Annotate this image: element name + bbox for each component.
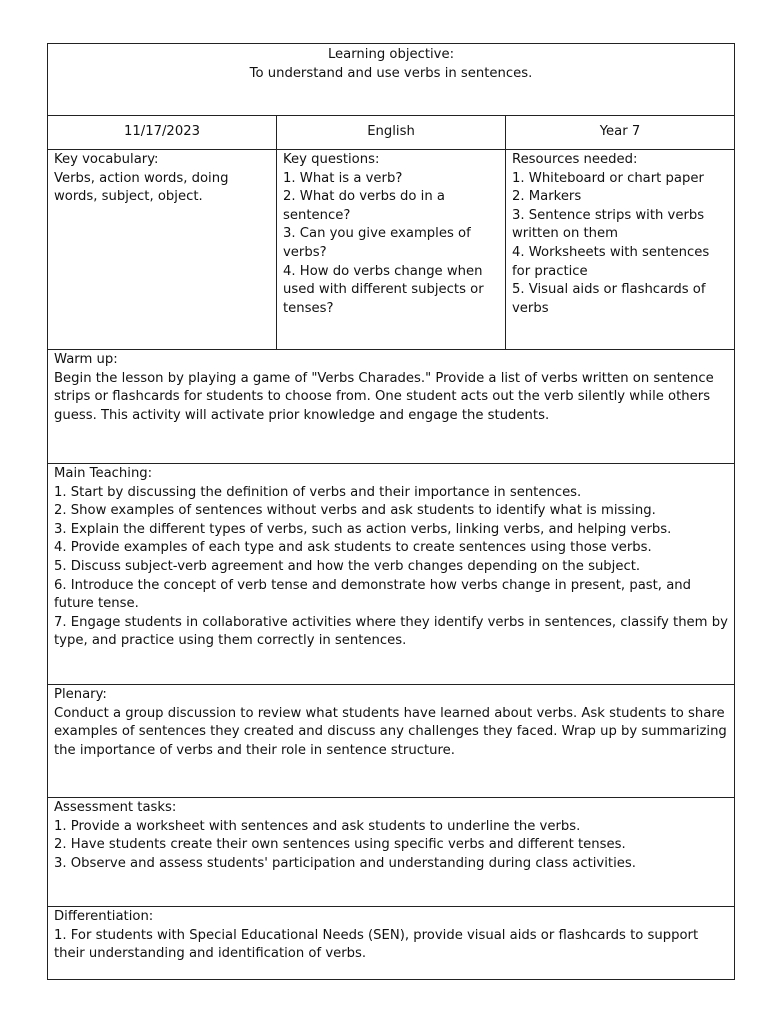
key-vocabulary-heading: Key vocabulary: (54, 152, 159, 167)
main-teaching-heading: Main Teaching: (54, 466, 153, 481)
assessment-tasks-heading: Assessment tasks: (54, 800, 177, 815)
main-teaching-item: 4. Provide examples of each type and ask students to create sentences using those verbs. (54, 540, 652, 556)
assessment-tasks-cell (48, 798, 734, 907)
differentiation-item: 1. For students with Special Educational Needs (SEN), provide visual aids or flashcards to support their understanding and identification of verbs. (54, 927, 699, 962)
differentiation-cell (48, 907, 734, 979)
learning-objective-heading: Learning objective: (327, 47, 455, 62)
learning-objective-cell (48, 44, 734, 116)
key-vocabulary-text: Verbs, action words, doing words, subject, object. (54, 170, 229, 205)
key-vocabulary-cell (48, 150, 277, 349)
resource-item: 3. Sentence strips with verbs written on them (512, 207, 705, 242)
main-teaching-item: 1. Start by discussing the definition of verbs and their importance in sentences. (54, 484, 582, 500)
lesson-date: 11/17/2023 (48, 116, 277, 149)
resource-item: 5. Visual aids or flashcards of verbs (512, 282, 706, 316)
resource-item: 2. Markers (512, 189, 582, 205)
assessment-task-item: 1. Provide a worksheet with sentences and ask students to underline the verbs. (54, 818, 581, 834)
resources-heading: Resources needed: (512, 152, 638, 167)
plenary-heading: Plenary: (54, 687, 107, 702)
main-teaching-list (54, 484, 728, 651)
lesson-plan-table (47, 43, 735, 980)
main-teaching-item: 2. Show examples of sentences without verbs and ask students to identify what is missing. (54, 503, 656, 519)
main-teaching-item: 7. Engage students in collaborative activities where they identify verbs in sentences, classify them by type, and practice using them correctly in sentences. (54, 614, 728, 649)
main-teaching-item: 6. Introduce the concept of verb tense and demonstrate how verbs change in present, past, and future tense. (54, 577, 692, 612)
plenary-cell (48, 685, 734, 798)
warm-up-heading: Warm up: (54, 352, 118, 367)
resources-cell (506, 150, 734, 349)
key-question-item: 3. Can you give examples of verbs? (283, 226, 471, 260)
resources-list (512, 170, 728, 319)
main-teaching-item: 3. Explain the different types of verbs, such as action verbs, linking verbs, and helping verbs. (54, 521, 672, 537)
warm-up-cell (48, 350, 734, 464)
resource-item: 1. Whiteboard or chart paper (512, 170, 704, 186)
differentiation-list (54, 927, 728, 964)
differentiation-heading: Differentiation: (54, 909, 154, 924)
main-teaching-item: 5. Discuss subject-verb agreement and how the verb changes depending on the subject. (54, 558, 641, 574)
main-teaching-cell (48, 464, 734, 685)
assessment-tasks-list (54, 818, 728, 874)
key-question-item: 4. How do verbs change when used with different subjects or tenses? (283, 263, 484, 316)
assessment-task-item: 2. Have students create their own sentences using specific verbs and different tenses. (54, 837, 626, 853)
key-questions-cell (277, 150, 506, 349)
resource-item: 4. Worksheets with sentences for practice (512, 244, 710, 279)
warm-up-text: Begin the lesson by playing a game of "Verbs Charades." Provide a list of verbs written on sentence strips or flashcards for students to choose from. One student acts out the verb silently while others guess. This activity will activate prior knowledge and engage the students. (54, 370, 714, 423)
key-question-item: 1. What is a verb? (283, 170, 403, 186)
lesson-subject: English (277, 116, 506, 149)
key-questions-heading: Key questions: (283, 152, 380, 167)
plenary-text: Conduct a group discussion to review what students have learned about verbs. Ask students to share examples of sentences they created and discuss any challenges they faced. Wrap up by summarizing the importance of verbs and their role in sentence structure. (54, 705, 727, 758)
lesson-year-group: Year 7 (599, 124, 641, 140)
lesson-meta-row (48, 116, 734, 150)
learning-objective-text: To understand and use verbs in sentences. (249, 65, 533, 81)
key-questions-list (283, 170, 499, 319)
key-info-row (48, 150, 734, 350)
assessment-task-item: 3. Observe and assess students' participation and understanding during class activities. (54, 855, 636, 871)
key-question-item: 2. What do verbs do in a sentence? (283, 189, 445, 223)
